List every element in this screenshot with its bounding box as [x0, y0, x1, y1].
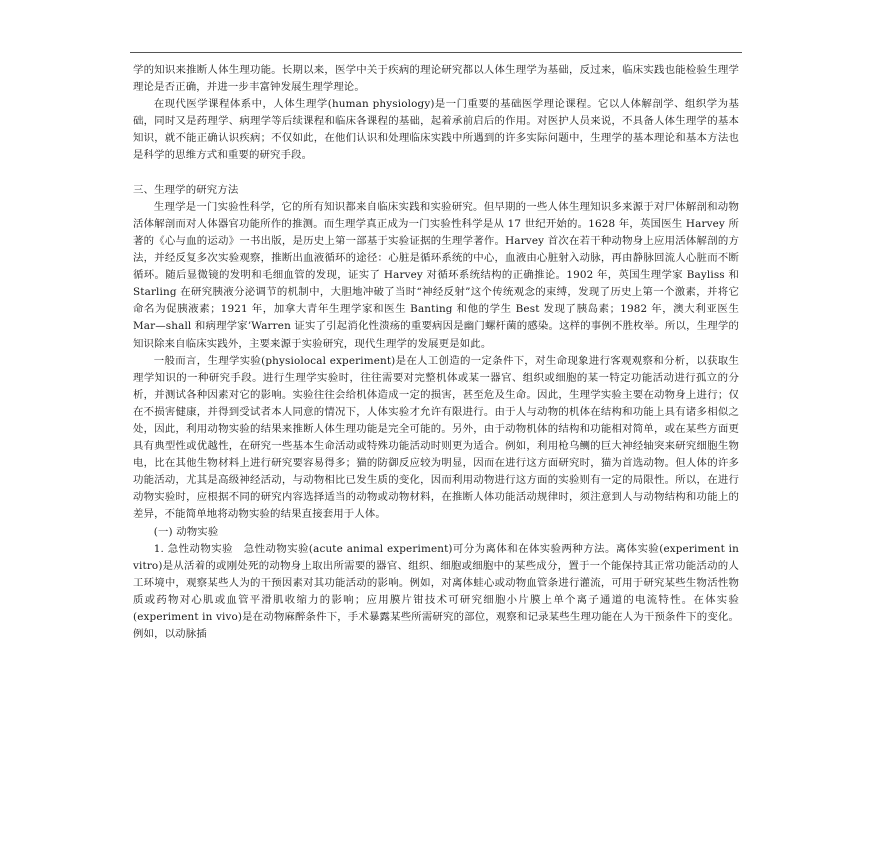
subheading-animal-experiment: (一) 动物实验	[153, 525, 219, 538]
paragraph-human-physiology: 在现代医学课程体系中，人体生理学(human physiology)是一门重要的基础医学理论课程。它以人体解剖学、组织学为基础，同时又是药理学、病理学等后续课程和临床各课程的基础，起着承前启后的作用。对医护人员来说，不具备人体生理学的基本知识，就不能正确认识疾病；不仅如此，在他们认识和处理临床实践中所遇到的许多实际问题中，生理学的基本理论和基本方法也是科学的思维方式和重要的研究手段。	[133, 98, 739, 162]
paragraph-history: 生理学是一门实验性科学，它的所有知识都来自临床实践和实验研究。但早期的一些人体生理知识多来源于对尸体解剖和动物活体解剖而对人体器官功能所作的推测。而生理学真正成为一门实验性科学是从 17 世纪开始的。1628 年，英国医生 Harvey 所著的《心与血的运动》一书出版，是历史上第一部基于实验证据的生理学著作。Harvey 首次在若干种动物身上应用活体解剖的方法，并经反复多次实验观察，推断出血液循环的途径：心脏是循环系统的中心，血液由心脏射入动脉，再由静脉回流人心脏而不断循环。随后显微镜的发明和毛细血管的发现，证实了 Harvey 对循环系统结构的正确推论。1902 年，英国生理学家 Bayliss 和 Starling 在研究胰液分泌调节的机制中，大胆地冲破了当时“神经反射”这个传统观念的束缚，发现了历史上第一个激素，并将它命名为促胰液素；1921 年，加拿大青年生理学家和医生 Banting 和他的学生 Best 发现了胰岛素；1982 年，澳大利亚医生 Mar—shall 和病理学家’Warren 证实了引起消化性溃疡的重要病因是幽门螺杆菌的感染。这样的事例不胜枚举。所以，生理学的知识除来自临床实践外，主要来源于实验研究，现代生理学的发展更是如此。	[133, 200, 739, 350]
paragraph-spacer	[133, 165, 739, 182]
page-body	[133, 62, 739, 643]
paragraph-physiological-experiment: 一般而言，生理学实验(physiolocal experiment)是在人工创造的一定条件下，对生命现象进行客观观察和分析，以获取生理学知识的一种研究手段。进行生理学实验时，往往需要对完整机体或某一器官、组织或细胞的某一特定功能活动进行孤立的分析，并测试各种因素对它的影响。实验往往会给机体造成一定的损害，甚至危及生命。因此，生理学实验主要在动物身上进行；仅在不损害健康，并得到受试者本人同意的情况下，人体实验才允许有限进行。由于人与动物的机体在结构和功能上具有诸多相似之处，因此，利用动物实验的结果来推断人体生理功能是完全可能的。另外，由于动物机体的结构和功能相对简单，或在某些方面更具有典型性或优越性，在研究一些基本生命活动或特殊功能活动时则更为适合。例如，利用枪乌鲗的巨大神经轴突来研究细胞生物电，比在其他生物材料上进行研究要容易得多；猫的防御反应较为明显，因而在进行这方面研究时，猫为首选动物。但人体的许多功能活动，尤其是高级神经活动，与动物相比已发生质的变化，因而利用动物进行这方面的实验则有一定的局限性。所以，在进行动物实验时，应根据不同的研究内容选择适当的动物或动物材料，在推断人体功能活动规律时，须注意到人与动物结构和功能上的差异，不能简单地将动物实验的结果直接套用于人体。	[133, 354, 739, 521]
section-heading-research-methods: 三、生理学的研究方法	[133, 183, 239, 196]
header-rule	[130, 52, 742, 53]
paragraph-acute-animal-experiment: 1. 急性动物实验 急性动物实验(acute animal experiment)可分为离体和在体实验两种方法。离体实验(experiment in vitro)是从活着的或刚处死的动物身上取出所需要的器官、组织、细胞或细胞中的某些成分，置于一个能保持其正常功能活动的人工环境中，观察某些人为的干预因素对其功能活动的影响。例如，对离体蛙心或动物血管条进行灌流，可用于研究某些生物活性物质或药物对心肌或血管平滑肌收缩力的影响；应用膜片钳技术可研究细胞小片膜上单个离子通道的电流特性。在体实验(experiment in vivo)是在动物麻醉条件下，手术暴露某些所需研究的部位，观察和记录某些生理功能在人为干预条件下的变化。例如，以动脉插	[133, 542, 739, 641]
paragraph-continuation: 学的知识来推断人体生理功能。长期以来，医学中关于疾病的理论研究都以人体生理学为基础，反过来，临床实践也能检验生理学理论是否正确，并进一步丰富钟发展生理学理论。	[133, 64, 739, 94]
